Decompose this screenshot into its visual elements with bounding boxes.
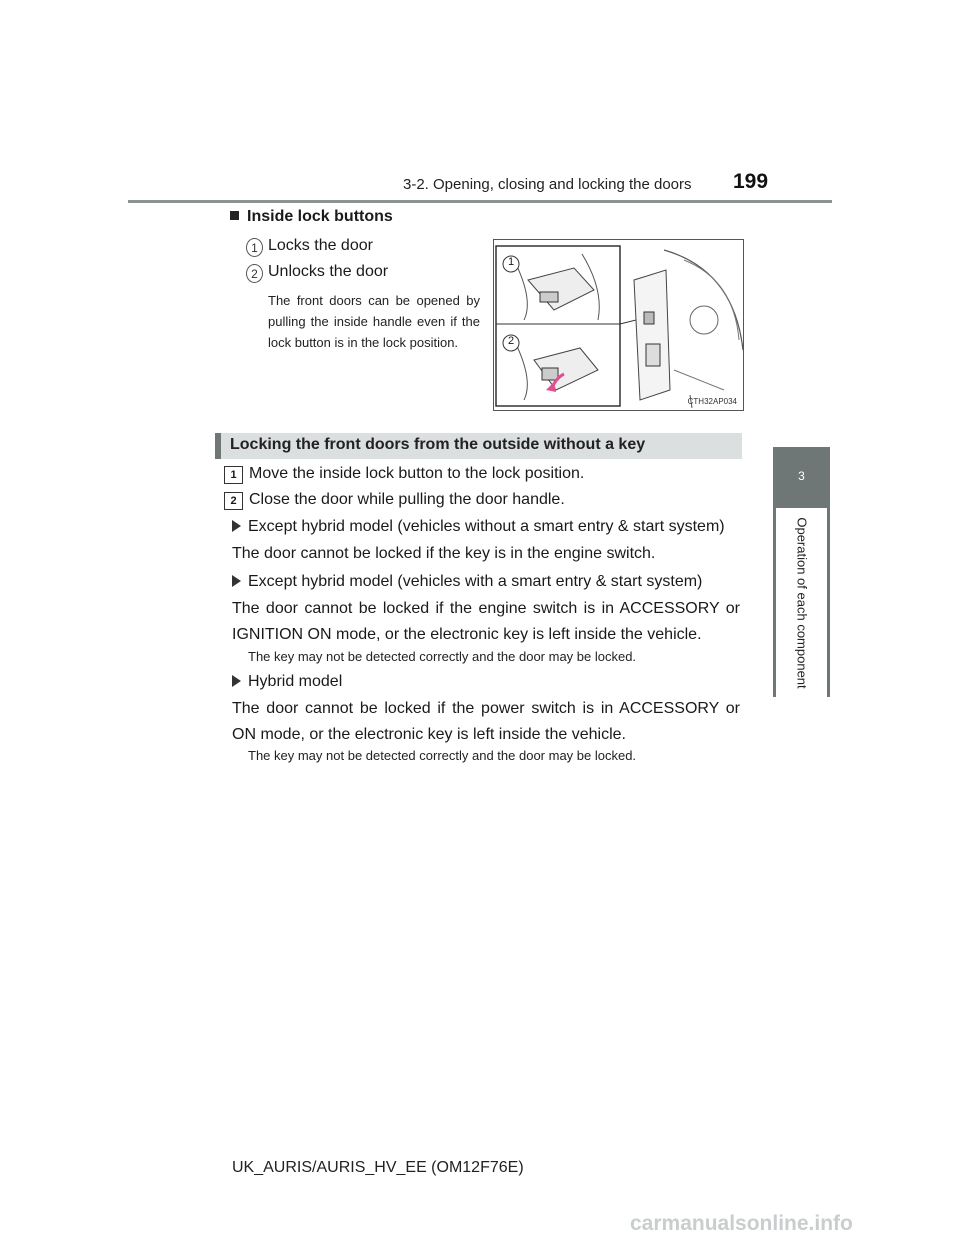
footer-model-code: UK_AURIS/AURIS_HV_EE (OM12F76E) — [232, 1159, 524, 1176]
door-interior-drawing — [494, 240, 743, 410]
figure-callout-1: 1 — [507, 256, 515, 268]
case-heading-1: Except hybrid model (vehicles without a smart entry & start system) — [232, 518, 725, 536]
page-number: 199 — [733, 170, 769, 193]
figure-code: CTH32AP034 — [687, 397, 737, 406]
square-bullet-icon — [230, 211, 239, 220]
callout-number-2: 2 — [246, 264, 263, 283]
case-note-2: The key may not be detected correctly and the door may be locked. — [248, 649, 637, 664]
figure-callout-2: 2 — [507, 335, 515, 347]
case-note-3: The key may not be detected correctly and the door may be locked. — [248, 748, 637, 763]
triangle-bullet-icon — [232, 675, 241, 687]
subsection-heading-text: Inside lock buttons — [247, 208, 393, 225]
door-lock-illustration — [493, 239, 744, 411]
section-title: Locking the front doors from the outside without a key — [230, 436, 646, 453]
case-body-1: The door cannot be locked if the key is in the engine switch. — [232, 545, 656, 562]
case-body-3: The door cannot be locked if the power switch is in ACCESSORY or ON mode, or the electronic key is left inside the vehicle. — [232, 700, 740, 743]
chapter-number: 3 — [798, 469, 805, 483]
chapter-title-box — [773, 508, 830, 698]
case-body-2: The door cannot be locked if the engine switch is in ACCESSORY or IGNITION ON mode, or the electronic key is left inside the vehicle. — [232, 600, 740, 643]
callout-number-1: 1 — [246, 238, 263, 257]
step-text-1: Move the inside lock button to the lock position. — [249, 465, 585, 482]
step-number-2: 2 — [224, 492, 243, 510]
step-number-1: 1 — [224, 466, 243, 484]
item-unlocks-door: Unlocks the door — [268, 263, 389, 280]
step-text-2: Close the door while pulling the door handle. — [249, 491, 565, 508]
section-title-bar — [215, 433, 742, 459]
header-rule — [128, 200, 832, 203]
watermark: carmanualsonline.info — [630, 1212, 853, 1235]
triangle-bullet-icon — [232, 520, 241, 532]
triangle-bullet-icon — [232, 575, 241, 587]
case-heading-3: Hybrid model — [232, 673, 342, 691]
running-header: 3-2. Opening, closing and locking the doors — [403, 176, 692, 193]
subsection-heading — [230, 208, 393, 226]
case-heading-2: Except hybrid model (vehicles with a smart entry & start system) — [232, 573, 702, 591]
inside-lock-note: The front doors can be opened by pulling the inside handle even if the lock button is in the lock position. — [268, 293, 480, 350]
chapter-title: Operation of each component — [794, 517, 809, 689]
item-locks-door: Locks the door — [268, 237, 373, 254]
